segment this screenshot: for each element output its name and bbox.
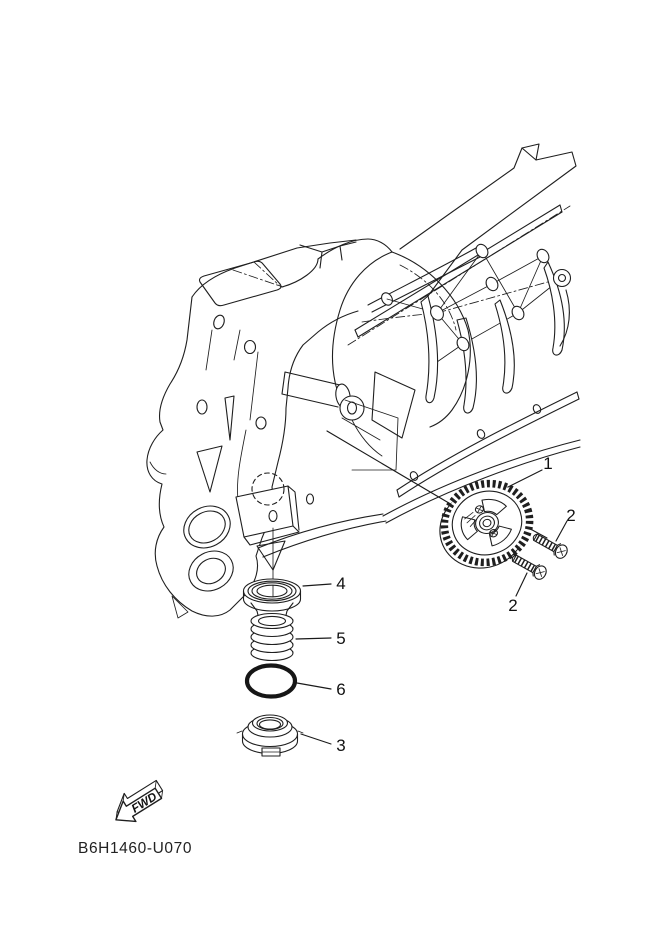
callout-label-4: 4 <box>336 574 346 593</box>
o-ring-drawing <box>247 666 295 697</box>
callout-label-2b: 2 <box>508 596 518 615</box>
callout-label-1: 1 <box>543 454 553 473</box>
callout-label-3: 3 <box>336 736 346 755</box>
compression-spring-drawing <box>251 614 293 661</box>
callout-label-2a: 2 <box>566 506 576 525</box>
part-number-code: B6H1460-U070 <box>78 840 193 857</box>
screw-drawing-left <box>509 551 548 581</box>
callout-label-5: 5 <box>336 629 346 648</box>
callout-label-6: 6 <box>336 680 346 699</box>
fwd-arrow-icon <box>106 775 169 830</box>
screw-drawing-right <box>530 530 569 560</box>
fwd-arrow-label: FWD <box>128 789 160 816</box>
oil-plug-cap-drawing <box>237 715 303 756</box>
